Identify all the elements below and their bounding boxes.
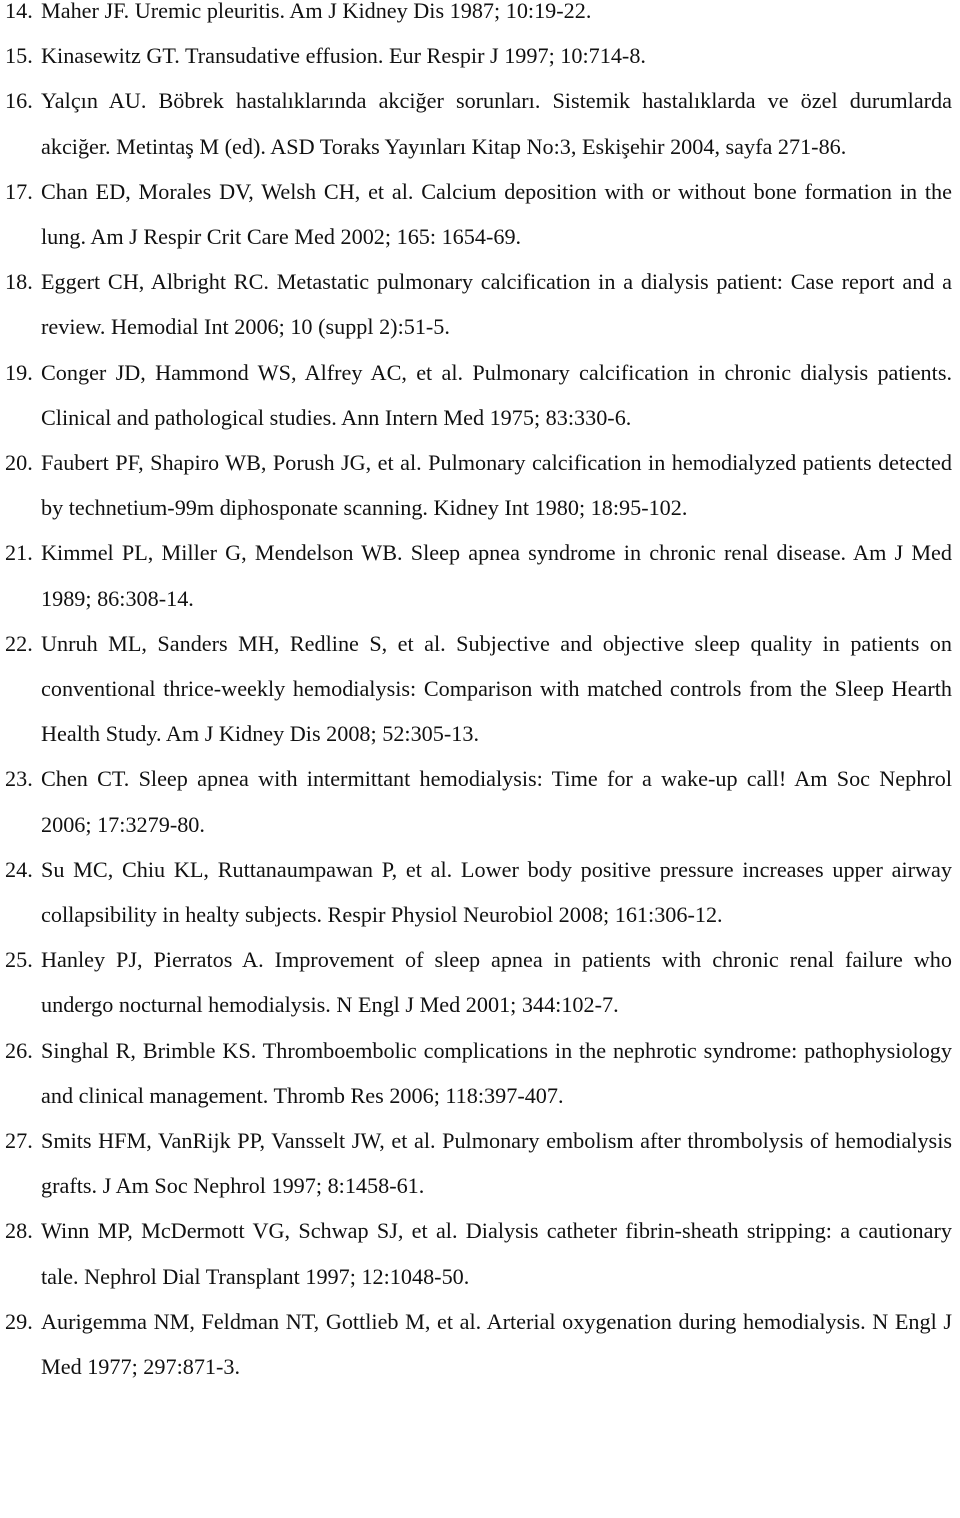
reference-text: Hanley PJ, Pierratos A. Improvement of sleep apnea in patients with chronic renal failure who undergo nocturnal hemodialysis. N Engl J Med 2001; 344:102-7.: [41, 947, 952, 1018]
reference-item: [5, 1208, 952, 1298]
reference-number: 17.: [5, 178, 33, 204]
reference-number: 19.: [5, 359, 33, 385]
reference-number: 24.: [5, 856, 33, 882]
reference-number: 25.: [5, 947, 33, 973]
reference-text: Conger JD, Hammond WS, Alfrey AC, et al. Pulmonary calcification in chronic dialysis patients. Clinical and pathological studies. Ann Intern Med 1975; 83:330-6.: [41, 359, 952, 430]
reference-item: [5, 530, 952, 620]
reference-number: 21.: [5, 540, 33, 566]
reference-item: [5, 259, 952, 349]
reference-text: Singhal R, Brimble KS. Thromboembolic complications in the nephrotic syndrome: pathophysiology and clinical management. Thromb Res 2006; 118:397-407.: [41, 1037, 952, 1108]
reference-number: 18.: [5, 269, 33, 295]
reference-number: 28.: [5, 1218, 33, 1244]
reference-text: Winn MP, McDermott VG, Schwap SJ, et al. Dialysis catheter fibrin-sheath stripping: a cautionary tale. Nephrol Dial Transplant 1997; 12:1048-50.: [41, 1218, 952, 1289]
reference-list: [5, 0, 952, 1389]
reference-number: 22.: [5, 630, 33, 656]
reference-number: 14.: [5, 0, 33, 23]
reference-item: [5, 937, 952, 1027]
reference-text: Smits HFM, VanRijk PP, Vansselt JW, et al. Pulmonary embolism after thrombolysis of hemodialysis grafts. J Am Soc Nephrol 1997; 8:1458-61.: [41, 1128, 952, 1199]
reference-number: 27.: [5, 1128, 33, 1154]
reference-item: [5, 1299, 952, 1389]
reference-text: Yalçın AU. Böbrek hastalıklarında akciğer sorunları. Sistemik hastalıklarda ve özel durumlarda akciğer. Metintaş M (ed). ASD Toraks Yayınları Kitap No:3, Eskişehir 2004, sayfa 271-86.: [41, 88, 952, 159]
reference-text: Kimmel PL, Miller G, Mendelson WB. Sleep apnea syndrome in chronic renal disease. Am J Med 1989; 86:308-14.: [41, 540, 952, 611]
reference-text: Maher JF. Uremic pleuritis. Am J Kidney Dis 1987; 10:19-22.: [41, 0, 592, 23]
reference-item: [5, 0, 952, 33]
reference-text: Su MC, Chiu KL, Ruttanaumpawan P, et al. Lower body positive pressure increases upper airway collapsibility in healty subjects. Respir Physiol Neurobiol 2008; 161:306-12.: [41, 856, 952, 928]
reference-item: [5, 847, 952, 937]
reference-number: 20.: [5, 450, 33, 476]
reference-item: [5, 1118, 952, 1208]
reference-number: 15.: [5, 43, 33, 69]
reference-item: [5, 1028, 952, 1118]
reference-item: [5, 169, 952, 259]
reference-text: Aurigemma NM, Feldman NT, Gottlieb M, et al. Arterial oxygenation during hemodialysis. N Engl J Med 1977; 297:871-3.: [41, 1308, 952, 1380]
reference-text: Faubert PF, Shapiro WB, Porush JG, et al. Pulmonary calcification in hemodialyzed patients detected by technetium-99m diphosponate scanning. Kidney Int 1980; 18:95-102.: [41, 450, 952, 521]
reference-text: Eggert CH, Albright RC. Metastatic pulmonary calcification in a dialysis patient: Case report and a review. Hemodial Int 2006; 10 (suppl 2):51-5.: [41, 269, 952, 340]
reference-text: Unruh ML, Sanders MH, Redline S, et al. Subjective and objective sleep quality in patients on conventional thrice-weekly hemodialysis: Comparison with matched controls from the Sleep Hearth Health Study. Am J Kidney Dis 2008; 52:305-13.: [41, 630, 952, 747]
reference-item: [5, 440, 952, 530]
reference-number: 23.: [5, 766, 33, 792]
reference-number: 26.: [5, 1037, 33, 1063]
reference-number: 16.: [5, 88, 33, 114]
reference-number: 29.: [5, 1308, 33, 1334]
reference-item: [5, 78, 952, 168]
reference-text: Kinasewitz GT. Transudative effusion. Eur Respir J 1997; 10:714-8.: [41, 43, 646, 69]
reference-text: Chan ED, Morales DV, Welsh CH, et al. Calcium deposition with or without bone formation in the lung. Am J Respir Crit Care Med 2002; 165: 1654-69.: [41, 178, 952, 250]
reference-item: [5, 756, 952, 846]
reference-item: [5, 33, 952, 78]
reference-item: [5, 621, 952, 757]
reference-text: Chen CT. Sleep apnea with intermittant hemodialysis: Time for a wake-up call! Am Soc Nephrol 2006; 17:3279-80.: [41, 766, 952, 837]
reference-item: [5, 350, 952, 440]
